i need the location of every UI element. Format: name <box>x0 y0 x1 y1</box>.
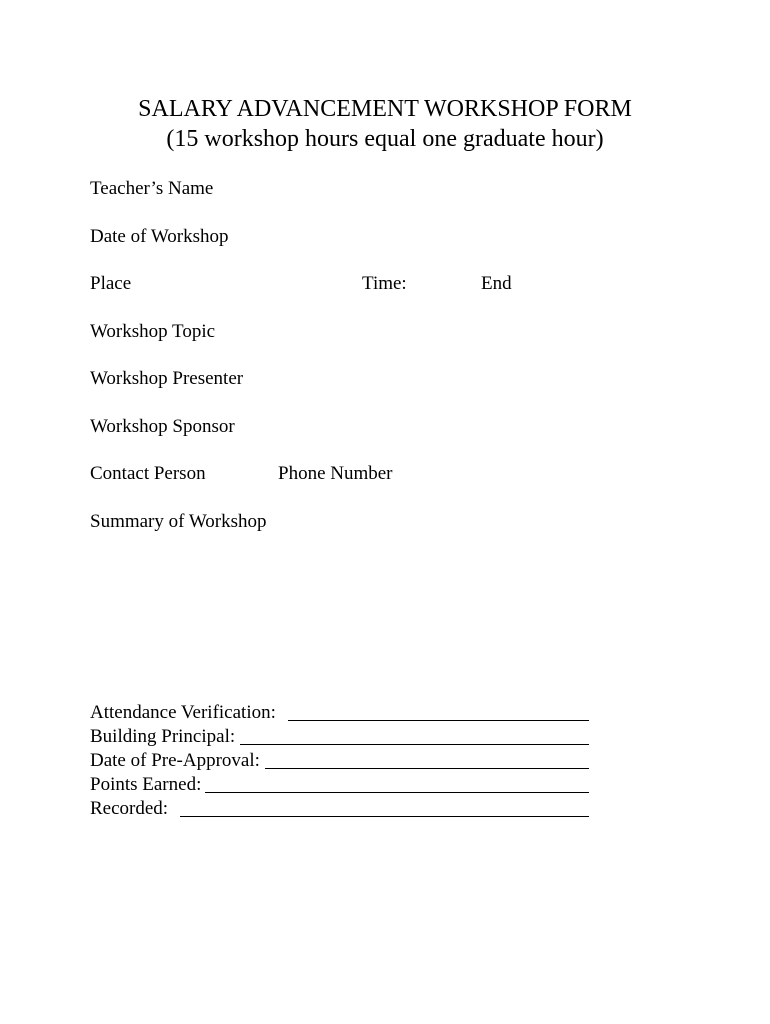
recorded-line[interactable] <box>180 816 589 817</box>
pre-approval-date-label: Date of Pre-Approval: <box>90 750 260 771</box>
place-label: Place <box>90 273 132 294</box>
form-title: SALARY ADVANCEMENT WORKSHOP FORM <box>138 96 632 122</box>
pre-approval-date-row <box>90 749 589 773</box>
points-earned-label: Points Earned: <box>90 774 202 795</box>
points-earned-line[interactable] <box>205 792 589 793</box>
attendance-verification-row <box>90 701 589 725</box>
attendance-verification-line[interactable] <box>288 720 589 721</box>
phone-number-label: Phone Number <box>278 463 393 484</box>
form-subtitle: (15 workshop hours equal one graduate hour) <box>166 126 604 152</box>
building-principal-row <box>90 725 589 749</box>
building-principal-line[interactable] <box>240 744 589 745</box>
time-label: Time: <box>362 273 407 294</box>
end-label: End <box>481 273 512 294</box>
teacher-name-label: Teacher’s Name <box>90 178 214 199</box>
points-earned-row <box>90 773 589 797</box>
workshop-presenter-label: Workshop Presenter <box>90 368 244 389</box>
recorded-label: Recorded: <box>90 798 169 819</box>
summary-label: Summary of Workshop <box>90 511 267 532</box>
building-principal-label: Building Principal: <box>90 726 236 747</box>
pre-approval-date-line[interactable] <box>265 768 589 769</box>
date-of-workshop-label: Date of Workshop <box>90 226 229 247</box>
attendance-verification-label: Attendance Verification: <box>90 702 276 723</box>
recorded-row <box>90 797 589 821</box>
workshop-sponsor-label: Workshop Sponsor <box>90 416 235 437</box>
contact-person-label: Contact Person <box>90 463 206 484</box>
workshop-topic-label: Workshop Topic <box>90 321 216 342</box>
